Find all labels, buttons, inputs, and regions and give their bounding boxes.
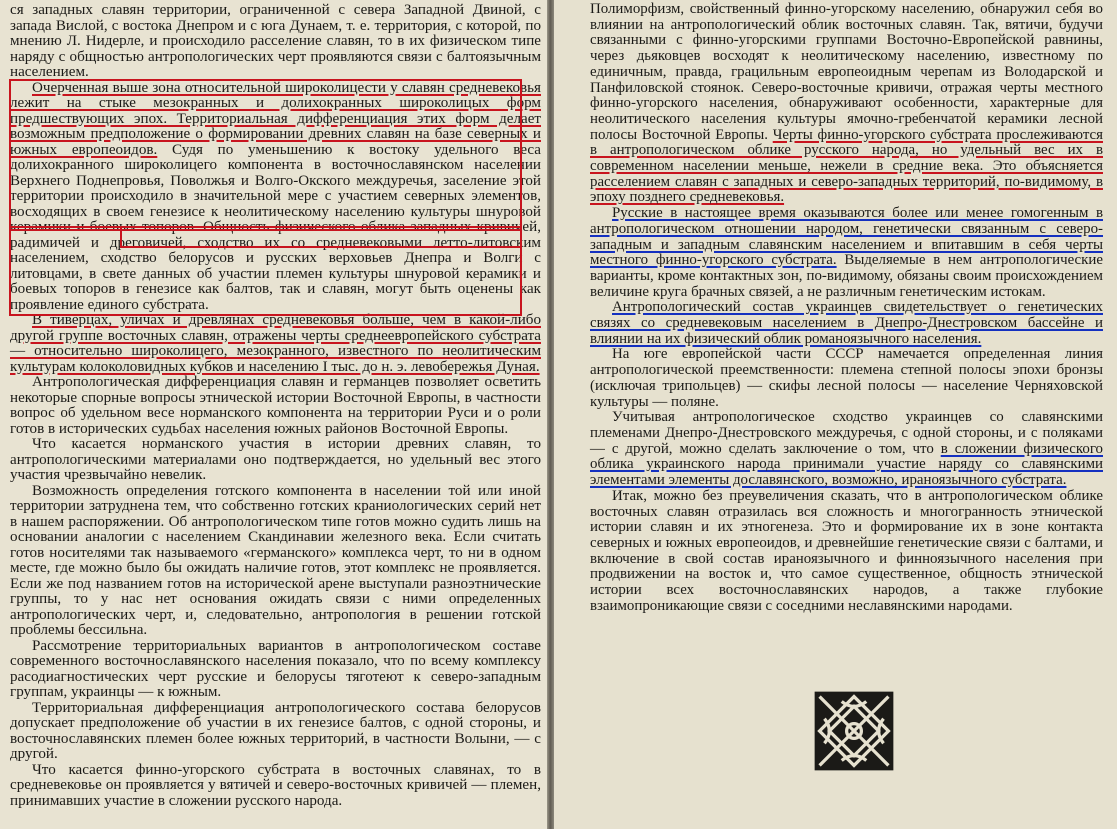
- left-page-text: [10, 3, 541, 809]
- text-run: Итак, можно без преувеличения сказать, что в антропологическом облике восточных славян отразилась вся сложность и многогранность этнической истории славян и их этногенеза. Это и формирование их в зоне контакта северных и южных европеоидов, и древнейшие генетические связи с балтами, и включение в свой состав ираноязычного и финноязычного населения при продвижении на восток и, что самое существенное, общность этнической истории всех восточнославянских народов, а также глубокие взаимопроникающие связи с соседними неславянскими народами.: [590, 487, 1103, 614]
- paragraph: [590, 300, 1103, 347]
- left-page: [0, 0, 547, 829]
- interlace-knot-ornament-icon: [813, 690, 895, 772]
- text-run: Рассмотрение территориальных вариантов в антропологическом составе современного восточнославянского населения показало, что по всему комплексу расодиагностических черт русские и белорусы тяготеют к северо-западным группам, украинцы — к южным.: [10, 637, 541, 700]
- paragraph: [590, 347, 1103, 410]
- paragraph: [10, 639, 541, 701]
- text-run: ся западных славян территории, ограниченной с севера Западной Двиной, с запада Вислой, с востока Днепром и с юга Дунаем, т. е. территория, с которой, по мнению Л. Нидерле, и происходило расселение славян, то в их физическом типе наряду с общностью антропологических черт проявляются связи с балтоязычным населением.: [10, 2, 541, 80]
- paragraph: [10, 313, 541, 375]
- book-gutter: [547, 0, 554, 829]
- text-run: Учитывая антропологическое сходство украинцев со славянскими племенами Днепро-Днестровского междуречья, с одной стороны, и с поляками — с другой, можно сделать заключение о том, что: [590, 409, 1103, 457]
- text-run: Судя по уменьшению к востоку удельного веса долихокранного широколицего компонента в восточнославянском населении Верхнего Поднепровья, Поволжья и Волго-Окского междуречья, заселение этой территории происходило в значительной мере с участием северных элементов, восходящих в своем генезисе к неолитическому населению культуры шнуровой керамики и боевых топоров. Общность физического облика западных кривичей, радимичей и дреговичей, сходство их со средневековыми летто-литовским населением, сходство белорусов и русских верховьев Днепра и Волги с литовцами, в свете данных об участии племен культуры шнуровой керамики и боевых топоров в генезисе как балтов, так и славян, могут быть оценены как проявление единого субстрата.: [10, 141, 541, 313]
- text-run: Полиморфизм, свойственный финно-угорскому населению, обнаружил себя во влиянии на антропологический облик восточных славян. Так, вятичи, будучи связанными с финно-угорскими группами Восточно-Европейской равнины, через дьяковцев восходят к неолитическому населению, известному по единичным, правда, грацильным европеоидным черепам из Володарской и Панфиловской стоянок. Северо-восточные кривичи, отражая черты местного финно-угорского населения, обнаруживают особенности, характерные для неолитического населения культуры ямочно-гребенчатой керамики лесной полосы Восточной Европы.: [590, 1, 1103, 143]
- paragraph: [10, 3, 541, 81]
- text-run: Что касается норманского участия в истории древних славян, то антропологическими материалами оно подтверждается, но удельный вес этого участия чрезвычайно невелик.: [10, 436, 541, 483]
- blue-underlined-text: Антропологический состав украинцев свидетельствует о генетических связях со средневековым населением в Днепро-Днестровском бассейне и влиянии на их физический облик романоязычного населения.: [590, 299, 1103, 347]
- red-underlined-text: Черты финно-угорского субстрата прослеживаются в антропологическом облике русского народа, но удельный вес их в современном населении меньше, нежели в средние века. Это объясняется расселением славян с западных и северо-западных территорий, по-видимому, в эпоху позднего средневековья.: [590, 126, 1103, 206]
- paragraph: [10, 437, 541, 484]
- text-run: Антропологическая дифференциация славян и германцев позволяет осветить некоторые спорные вопросы этнической истории Восточной Европы, в частности вопрос об удельном весе норманского компонента на территории Руси и о роли готов в исторических судьбах населения южных районов Восточной Европы.: [10, 374, 541, 437]
- paragraph: [590, 2, 1103, 206]
- paragraph: [10, 375, 541, 437]
- right-page: [554, 0, 1117, 829]
- paragraph: [10, 701, 541, 763]
- text-run: На юге европейской части СССР намечается определенная линия антропологической преемственности: племена степной полосы эпохи бронзы (исключая трипольцев) — скифы лесной полосы — население Черняховской культуры — поляне.: [590, 346, 1103, 410]
- red-underlined-text: В тиверцах, уличах и древлянах средневековья больше, чем в какой-либо другой группе восточных славян, отражены черты среднеевропейского субстрата — относительно широколицего, мезокранного, известного по неолитическим культурам колоколовидных кубков и населению I тыс. до н. э. левобережья Дуная.: [10, 312, 541, 375]
- blue-underlined-text: Русские в настоящее время оказываются более или менее гомогенным в антропологическом отношении народом, генетически связанным с северо-западным и западным славянским населением и впитавшим в себя черты местного финно-угорского субстрата.: [590, 205, 1103, 269]
- text-run: Возможность определения готского компонента в населении той или иной территории затруднена тем, что собственно готских краниологических серий нет в нашем распоряжении. Об антропологическом типе готов можно судить лишь на основании аналогии с населением Скандинавии железного века. Если считать готов носителями так называемого «германского» комплекса черт, то ни в одном месте, где можно было бы ожидать наличие готов, этот комплекс не проявляется. Если же под названием готов на исторической арене выступали разноэтнические группы, то у нас нет основания ожидать связи с ними определенных антропологических черт, и, следовательно, антропология в решении готской проблемы бессильна.: [10, 482, 541, 638]
- paragraph: [590, 489, 1103, 615]
- paragraph: [10, 81, 541, 314]
- red-underlined-text: Очерченная выше зона относительной широколицести у славян средневековья лежит на стыке мезокранных и долихокранных широколицых форм предшествующих эпох. Территориальная дифференциация этих форм делает возможным предположение о формировании древних славян на базе северных и южных европеоидов.: [10, 79, 541, 158]
- right-page-text: [590, 2, 1103, 614]
- paragraph: [590, 206, 1103, 300]
- paragraph: [10, 484, 541, 639]
- text-run: Что касается финно-угорского субстрата в восточных славянах, то в средневековье он проявляется у вятичей и северо-восточных кривичей — племен, принимавших участие в сложении русского народа.: [10, 761, 541, 809]
- paragraph: [590, 410, 1103, 489]
- text-run: Выделяемые в нем антропологические варианты, кроме контактных зон, по-видимому, обязаны своим происхождением величине круга брачных связей, а не различным генетическим истокам.: [590, 252, 1103, 300]
- blue-underlined-text: в сложении физического облика украинского народа принимали участие наряду со славянскими элементами элементы дославянского, возможно, ираноязычного субстрата.: [590, 440, 1103, 489]
- text-run: Территориальная дифференциация антропологического состава белорусов допускает предположение об участии в их генезисе балтов, с одной стороны, и восточнославянских племен более южных территорий, в частности Волыни, — с другой.: [10, 699, 541, 762]
- paragraph: [10, 763, 541, 810]
